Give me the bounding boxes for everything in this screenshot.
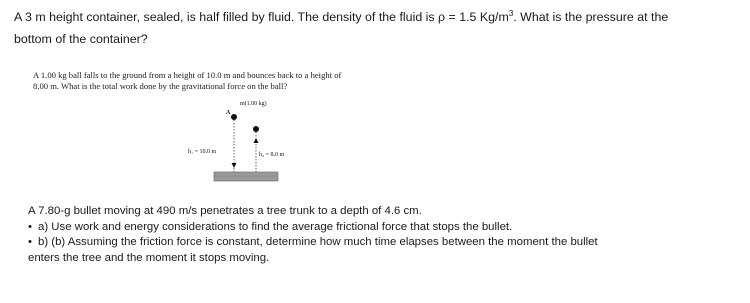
question-1-line-1 xyxy=(14,6,738,28)
bounce-arrow xyxy=(254,138,259,143)
part-a-text: a) Use work and energy considerations to find the average frictional force that stops the bullet. xyxy=(38,220,513,233)
question-1-text-end: . What is the pressure at the xyxy=(513,10,669,24)
h2-label: h₂ = 8.0 m xyxy=(259,152,285,158)
ball-bounce-peak xyxy=(253,126,259,132)
figure-drawing xyxy=(168,96,328,186)
question-2-line-1: A 1.00 kg ball falls to the ground from a height of 10.0 m and bounces back to a height of xyxy=(33,70,342,80)
question-3-part-b-continued: enters the tree and the moment it stops moving. xyxy=(28,251,270,264)
part-b-text: b) (b) Assuming the friction force is constant, determine how much time elapses between the moment the bullet xyxy=(38,236,598,248)
point-a-label: A xyxy=(226,110,231,116)
unit-exponent: 3 xyxy=(508,8,514,18)
question-2-line-2: 8.00 m. What is the total work done by the gravitational force on the ball? xyxy=(33,81,288,91)
mass-label: m(1.00 kg) xyxy=(240,101,267,107)
question-1-text: A 3 m height container, sealed, is half filled by fluid. The density of the fluid is ρ = 1.5 Kg/m xyxy=(14,10,509,24)
question-1 xyxy=(14,6,738,50)
bullet-point: • xyxy=(28,236,32,248)
question-3 xyxy=(28,204,728,266)
question-3-intro: A 7.80-g bullet moving at 490 m/s penetrates a tree trunk to a depth of 4.6 cm. xyxy=(28,205,422,217)
ground-block xyxy=(214,172,278,181)
h1-label: h₁ = 10.0 m xyxy=(188,149,217,155)
fall-arrow xyxy=(232,163,237,168)
ball-start xyxy=(231,114,237,120)
question-3-part-b xyxy=(28,235,728,251)
bouncing-ball-figure xyxy=(168,96,328,186)
question-1-line-2: bottom of the container? xyxy=(14,32,148,46)
bullet-point: • xyxy=(28,220,32,233)
question-3-part-a xyxy=(28,220,728,236)
question-2-image xyxy=(33,70,433,92)
